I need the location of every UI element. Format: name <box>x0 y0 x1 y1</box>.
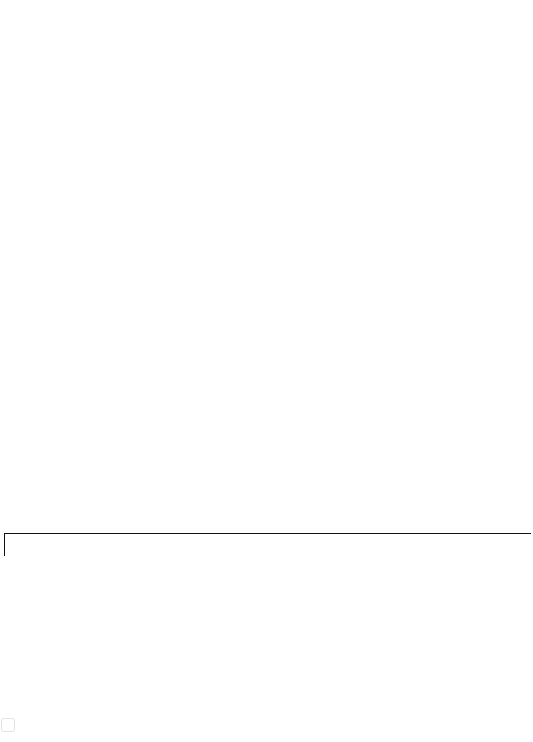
additional-equipment-banner <box>4 533 531 556</box>
watermark-icon <box>1 718 15 732</box>
